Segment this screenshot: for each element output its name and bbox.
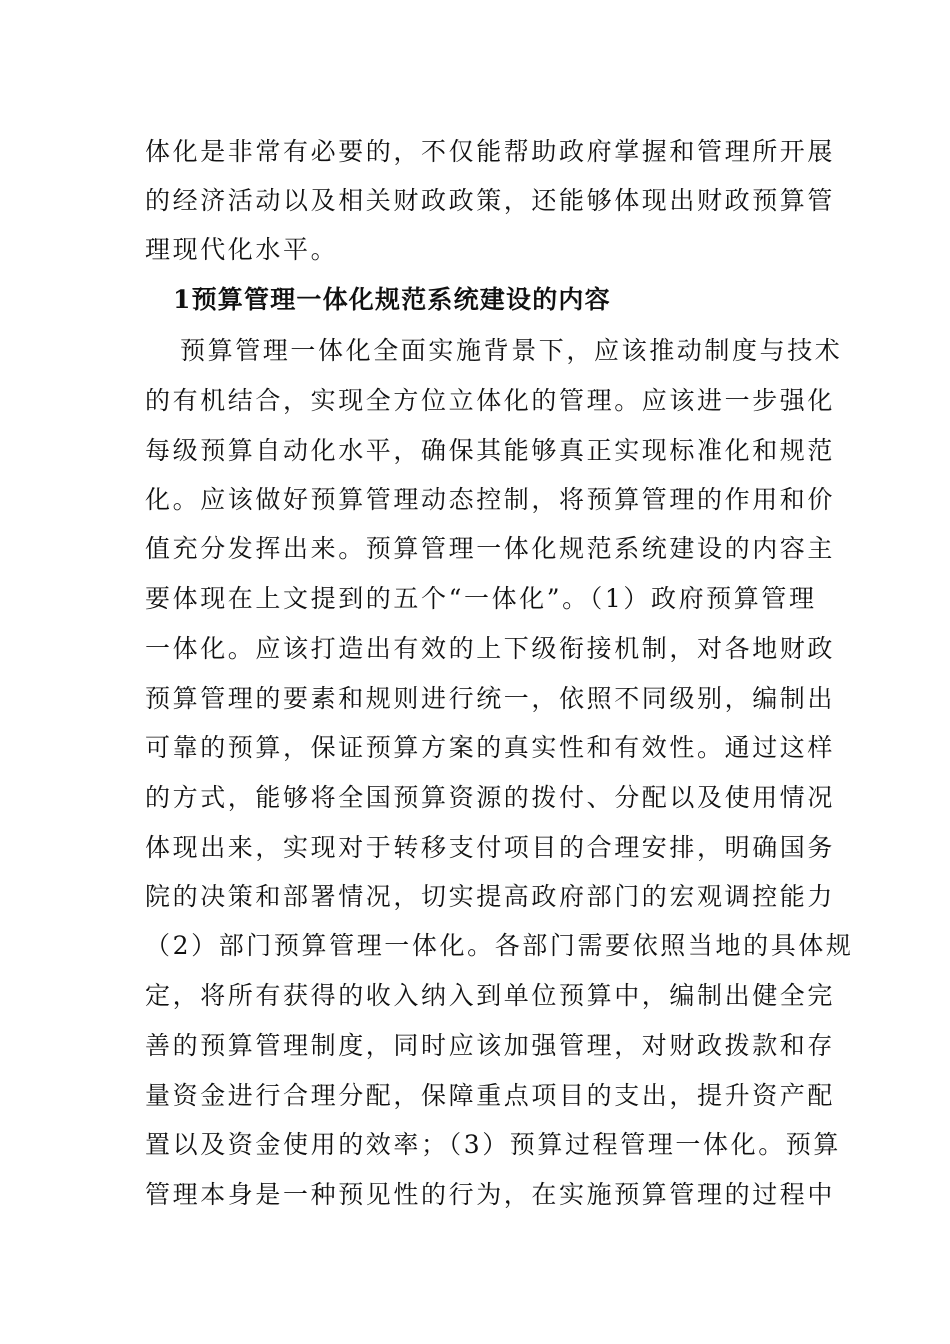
text-line: 定，将所有获得的收入纳入到单位预算中，编制出健全完: [145, 981, 836, 1010]
text-line: 可靠的预算，保证预算方案的真实性和有效性。通过这样: [145, 733, 836, 762]
text-line: 管理本身是一种预见性的行为，在实施预算管理的过程中: [145, 1180, 836, 1209]
text-line: 量资金进行合理分配，保障重点项目的支出，提升资产配: [145, 1081, 836, 1110]
text-line: 院的决策和部署情况，切实提高政府部门的宏观调控能力: [145, 882, 836, 911]
text-line: 的方式，能够将全国预算资源的拨付、分配以及使用情况: [145, 783, 836, 812]
text-line: 的有机结合，实现全方位立体化的管理。应该进一步强化: [145, 386, 836, 415]
text-line: 理现代化水平。: [145, 235, 339, 264]
text-line: 每级预算自动化水平，确保其能够真正实现标准化和规范: [145, 436, 836, 465]
text-line: 体现出来，实现对于转移支付项目的合理安排，明确国务: [145, 833, 836, 862]
section-heading: 1预算管理一体化规范系统建设的内容: [173, 285, 611, 314]
text-line: 体化是非常有必要的，不仅能帮助政府掌握和管理所开展: [145, 137, 836, 166]
text-line: 的经济活动以及相关财政政策，还能够体现出财政预算管: [145, 186, 836, 215]
text-line: 预算管理的要素和规则进行统一，依照不同级别，编制出: [145, 684, 836, 713]
text-line: （2）部门预算管理一体化。各部门需要依照当地的具体规: [145, 931, 854, 960]
text-line: 善的预算管理制度，同时应该加强管理，对财政拨款和存: [145, 1031, 836, 1060]
text-line: 预算管理一体化全面实施背景下，应该推动制度与技术: [180, 336, 843, 365]
text-line: 值充分发挥出来。预算管理一体化规范系统建设的内容主: [145, 534, 836, 563]
text-line: 化。应该做好预算管理动态控制，将预算管理的作用和价: [145, 485, 836, 514]
text-line: 要体现在上文提到的五个“一体化”。（1）政府预算管理: [145, 584, 817, 613]
text-line: 一体化。应该打造出有效的上下级衔接机制，对各地财政: [145, 634, 836, 663]
text-line: 置以及资金使用的效率；（3）预算过程管理一体化。预算: [145, 1130, 842, 1159]
